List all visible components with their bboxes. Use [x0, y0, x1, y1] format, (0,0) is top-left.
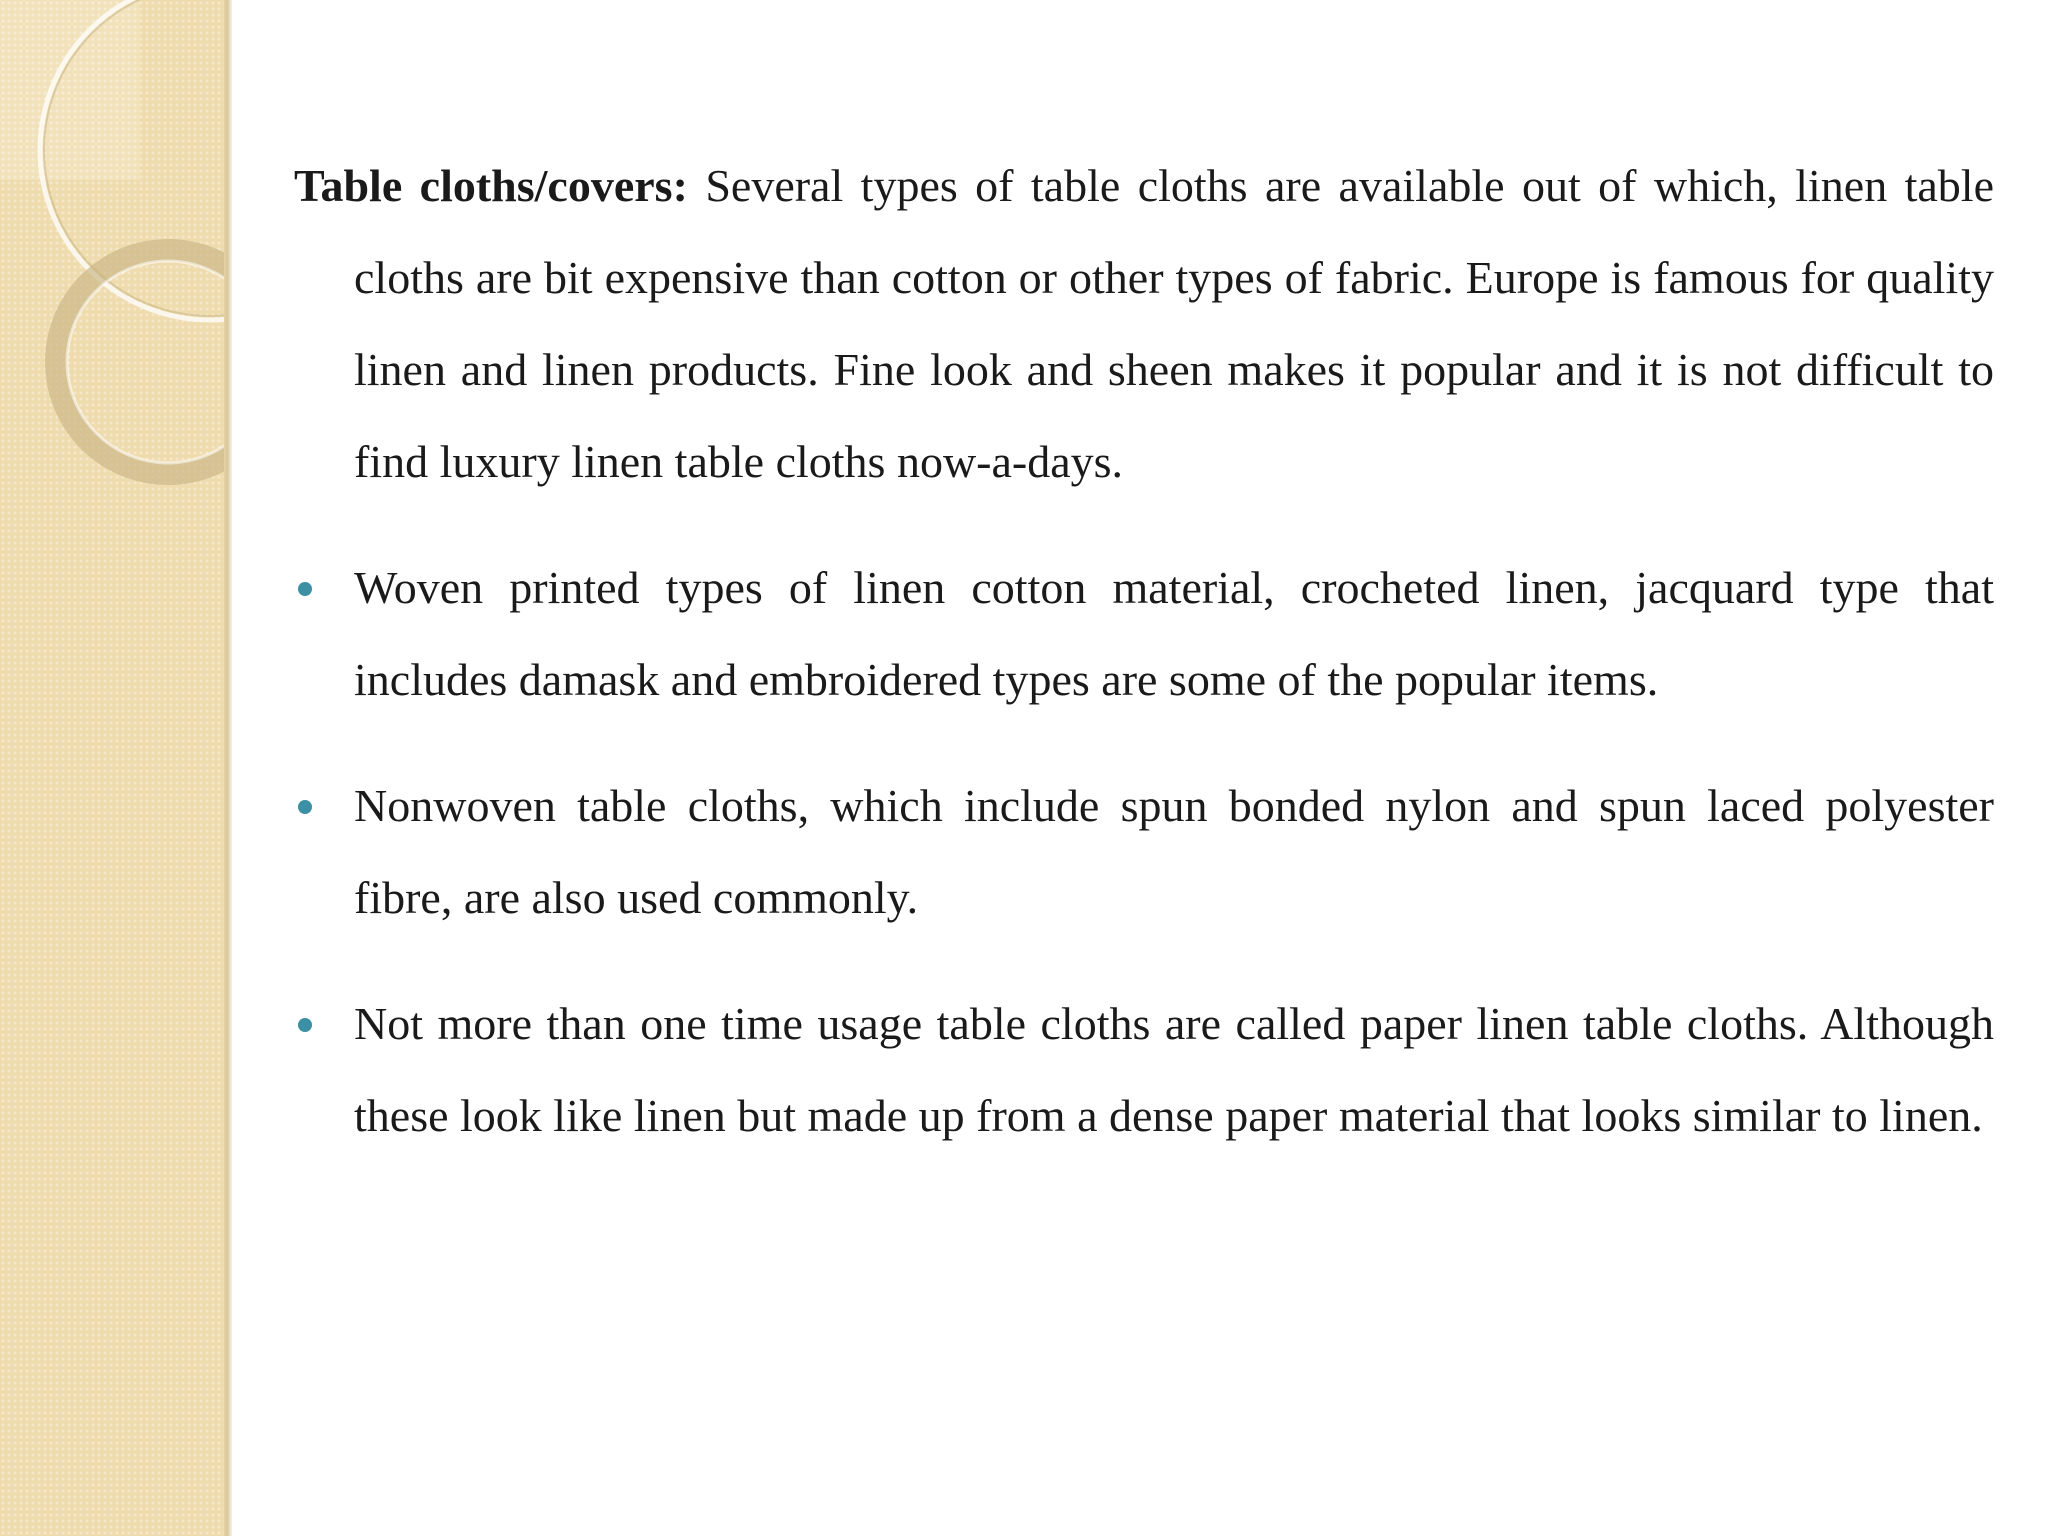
intro-paragraph	[294, 140, 1994, 508]
bullet-icon	[298, 1018, 312, 1032]
bullet-item	[294, 978, 1994, 1162]
bullet-item	[294, 542, 1994, 726]
bullet-icon	[298, 800, 312, 814]
intro-text: Several types of table cloths are available out of which, linen table cloths are bit expensive than cotton or other types of fabric. Europe is famous for quality linen and linen products. Fine look and sheen makes it popular and it is not difficult to find luxury linen table cloths now-a-days.	[354, 160, 1994, 487]
bullet-item	[294, 760, 1994, 944]
bullet-icon	[298, 582, 312, 596]
bullet-text: Woven printed types of linen cotton material, crocheted linen, jacquard type that includes damask and embroidered types are some of the popular items.	[354, 562, 1994, 705]
intro-lead: Table cloths/covers:	[294, 160, 688, 211]
decorative-rings-graphic	[0, 0, 228, 1536]
slide-content	[294, 140, 1994, 1196]
bullet-text: Nonwoven table cloths, which include spun bonded nylon and spun laced polyester fibre, are also used commonly.	[354, 780, 1994, 923]
side-panel-edge	[224, 0, 232, 1536]
bullet-text: Not more than one time usage table cloths are called paper linen table cloths. Although these look like linen but made up from a dense paper material that looks similar to linen.	[354, 998, 1994, 1141]
decorative-side-panel	[0, 0, 228, 1536]
